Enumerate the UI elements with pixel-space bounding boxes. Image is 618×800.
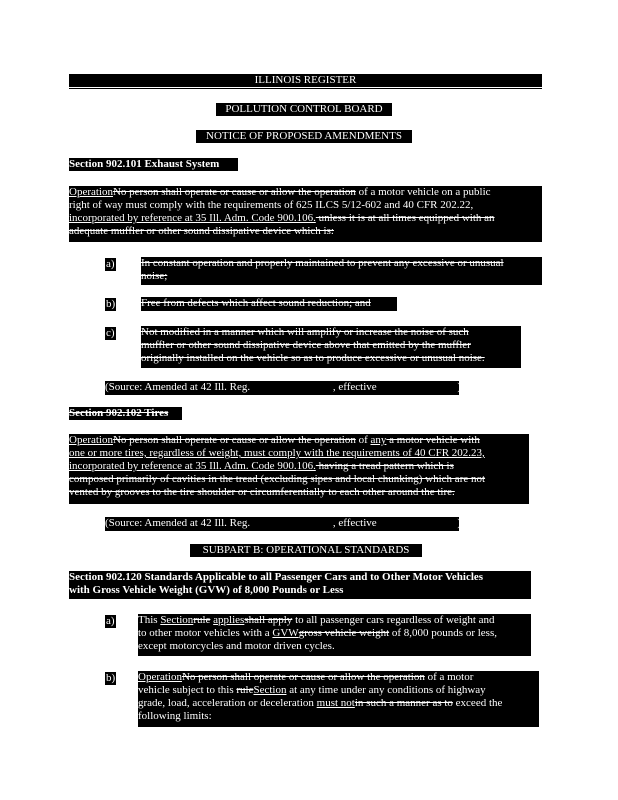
section-101-item-b: Free from defects which affect sound reduction; and	[141, 297, 397, 311]
register-title: ILLINOIS REGISTER	[254, 74, 357, 86]
item-120b-label: b)	[106, 672, 116, 684]
section-102-paragraph: OperationNo person shall operate or cause or allow the operation of any a motor vehicle with one or more tires, regardless of weight, must comply with the requirements of 40 CFR 202.23, incorporated by reference at 35 Ill. Adm. Code 900.106. having a tread pattern which is composed primarily of cavities in the tread (excluding sipes and local chunking) which are not vented by grooves to the tire shoulder or circumferentially to each other around the tire.	[69, 434, 529, 504]
section-102-heading: Section 902.102 Tires	[69, 407, 182, 420]
item-b-label: b)	[106, 298, 116, 310]
item-120a-label: a)	[106, 615, 115, 627]
section-101-heading: Section 902.101 Exhaust System	[69, 158, 238, 171]
section-101-paragraph: OperationNo person shall operate or cause or allow the operation of a motor vehicle on a public right of way must comply with the requirements of 625 ILCS 5/12-602 and 40 CFR 202.22, incorporated by reference at 35 Ill. Adm. Code 900.106. unless it is at all times equipped with an adequate muffler or other sound dissipative device which is:	[69, 186, 542, 242]
header-rule	[69, 88, 542, 89]
section-120-heading: Section 902.120 Standards Applicable to all Passenger Cars and to Other Motor Vehicles with Gross Vehicle Weight (GVW) of 8,000 Pounds or Less	[69, 571, 531, 599]
section-120-item-b: OperationNo person shall operate or cause or allow the operation of a motor vehicle subject to this ruleSection at any time under any conditions of highway grade, load, acceleration or deceleration must notin such a manner as to exceed the following limits:	[138, 671, 539, 727]
section-101-item-c: Not modified in a manner which will amplify or increase the noise of such muffler or other sound dissipative device above that emitted by the muffler originally installed on the vehicle so as to produce excessive or unusual noise.	[141, 326, 521, 368]
subpart-heading: SUBPART B: OPERATIONAL STANDARDS	[190, 544, 422, 557]
section-101-source: (Source: Amended at 42 Ill. Reg. , effective )	[105, 381, 462, 393]
register-header	[69, 74, 542, 87]
item-c-label: c)	[106, 327, 115, 339]
item-a-label: a)	[106, 258, 115, 270]
section-101-item-a: In constant operation and properly maintained to prevent any excessive or unusual noise;	[141, 257, 542, 285]
section-120-item-a: This Sectionrule appliesshall apply to all passenger cars regardless of weight and to other motor vehicles with a GVWgross vehicle weight of 8,000 pounds or less, except motorcycles and motor driven cycles.	[138, 614, 531, 656]
section-102-source: (Source: Amended at 42 Ill. Reg. , effective )	[105, 517, 462, 529]
notice-title: NOTICE OF PROPOSED AMENDMENTS	[196, 130, 412, 143]
board-title: POLLUTION CONTROL BOARD	[216, 103, 392, 116]
